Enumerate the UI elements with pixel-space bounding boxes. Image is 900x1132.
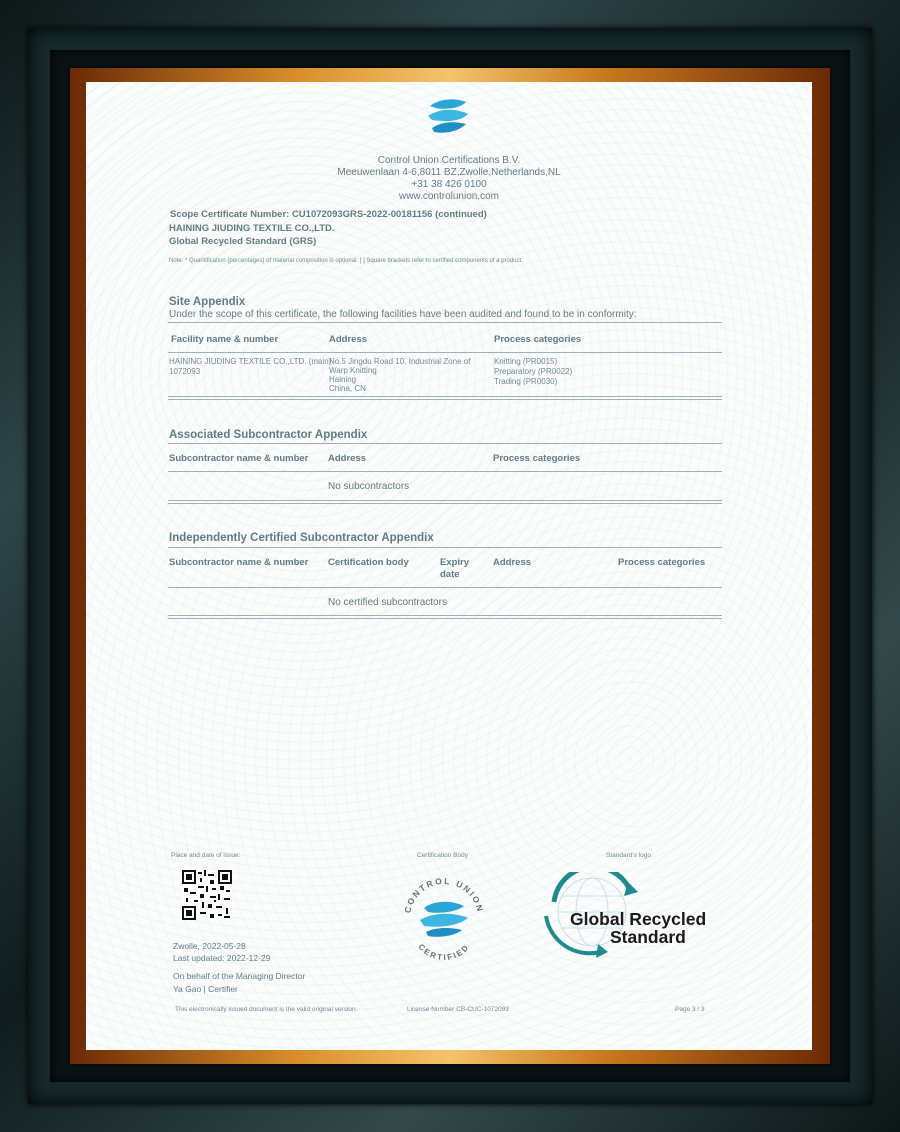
facility-address-line: Haining <box>329 375 357 384</box>
license-number: License Number CB-CUC-1072093 <box>407 1006 509 1013</box>
no-certified-subcontractors: No certified subcontractors <box>328 597 447 608</box>
standard-name: Global Recycled Standard (GRS) <box>169 236 317 247</box>
facility-name: HAINING JIUDING TEXTILE CO.,LTD. (main) <box>169 357 332 366</box>
company-name: HAINING JIUDING TEXTILE CO.,LTD. <box>169 223 335 234</box>
col-expiry: date <box>440 569 460 580</box>
page-number: Page 3 / 3 <box>675 1006 705 1013</box>
divider <box>168 352 722 353</box>
col-address: Address <box>493 557 532 568</box>
col-subcontractor: Subcontractor name & number <box>169 557 309 568</box>
indep-appendix-title: Independently Certified Subcontractor Appendix <box>169 532 434 544</box>
svg-text:CERTIFIED <box>416 942 471 962</box>
col-process: Process categories <box>618 557 706 568</box>
col-process: Process categories <box>494 334 582 345</box>
place-date-label: Place and date of issue: <box>171 852 241 859</box>
facility-number: 1072093 <box>169 367 201 376</box>
col-subcontractor: Subcontractor name & number <box>169 453 309 464</box>
assoc-appendix-title: Associated Subcontractor Appendix <box>169 429 368 441</box>
grs-logo-icon <box>540 872 722 958</box>
divider <box>168 618 722 619</box>
electronic-note: This electronically issued document is the valid original version. <box>175 1006 358 1013</box>
control-union-seal-icon <box>396 872 492 962</box>
facility-address-line: China, CN <box>329 384 366 393</box>
no-subcontractors: No subcontractors <box>328 481 410 492</box>
qr-code-icon[interactable] <box>182 870 232 920</box>
divider <box>168 547 722 548</box>
col-process: Process categories <box>493 453 581 464</box>
org-name: Control Union Certifications B.V. <box>377 155 521 166</box>
divider <box>168 443 722 444</box>
divider <box>168 471 722 472</box>
col-address: Address <box>329 334 368 345</box>
divider <box>168 399 722 400</box>
seal-top-text: CONTROL UNION <box>402 875 486 915</box>
facility-address-line: Warp Knitting <box>329 366 377 375</box>
process-item: Preparatory (PR0022) <box>494 367 573 376</box>
org-phone: +31 38 426 0100 <box>411 179 487 190</box>
org-address: Meeuwenlaan 4-6,8011 BZ,Zwolle,Netherlands,NL <box>337 167 561 178</box>
col-address: Address <box>328 453 367 464</box>
cert-body-label: Certification Body <box>417 852 468 859</box>
quantification-note: Note: * Quantification (percentages) of material composition is optional. [ ] Square brackets refer to certified components of a product. <box>169 258 523 264</box>
control-union-logo-icon <box>426 96 470 136</box>
divider <box>168 503 722 504</box>
org-website[interactable]: www.controlunion.com <box>398 191 500 202</box>
seal-bottom-text: CERTIFIED <box>416 942 472 962</box>
signer: Ya Gao | Certifier <box>173 984 238 994</box>
divider <box>168 500 722 501</box>
site-appendix-intro: Under the scope of this certificate, the following facilities have been audited and found to be in conformity: <box>169 309 637 320</box>
col-cert-body: Certification body <box>328 557 409 568</box>
grs-text-line2: Standard <box>610 927 686 947</box>
divider <box>168 322 722 323</box>
grs-text-line1: Global Recycled <box>570 909 707 929</box>
process-item: Knitting (PR0015) <box>494 357 558 366</box>
place-date: Zwolle, 2022-05-28 <box>173 941 246 951</box>
col-expiry: Expiry <box>440 557 470 568</box>
on-behalf: On behalf of the Managing Director <box>173 971 306 981</box>
process-item: Trading (PR0030) <box>494 377 558 386</box>
facility-address-line: No.5 Jingdu Road 10, Industrial Zone of <box>329 357 471 366</box>
certificate-page <box>86 82 812 1050</box>
col-facility: Facility name & number <box>171 334 279 345</box>
standard-logo-label: Standard's logo <box>606 852 651 859</box>
last-updated: Last updated: 2022-12-29 <box>173 953 271 963</box>
divider <box>168 587 722 588</box>
site-appendix-title: Site Appendix <box>169 296 246 308</box>
divider <box>168 615 722 616</box>
certificate-number: Scope Certificate Number: CU1072093GRS-2022-00181156 (continued) <box>170 209 487 220</box>
divider <box>168 396 722 397</box>
